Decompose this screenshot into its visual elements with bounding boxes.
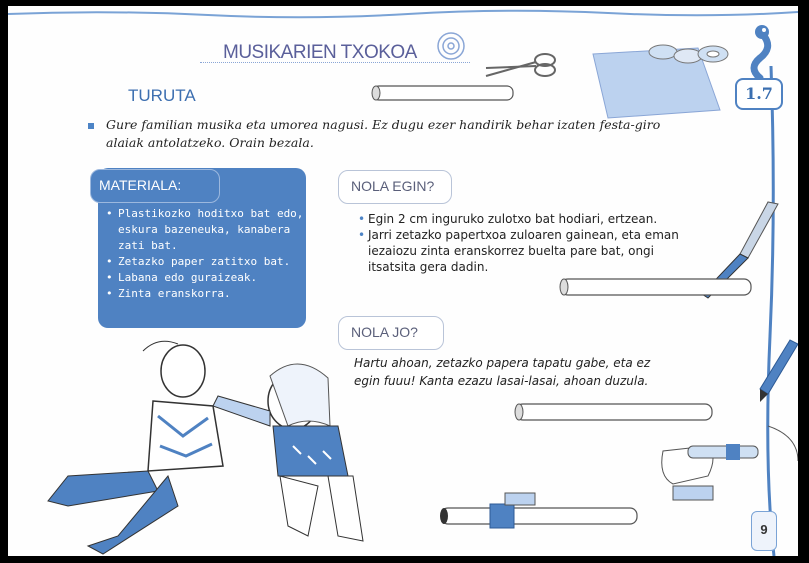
- nola-egin-step: • Egin 2 cm inguruko zulotxo bat hodiari, ertzean.: [358, 211, 688, 227]
- nola-jo-text: Hartu ahoan, zetazko papera tapatu gabe, eta ez egin fuuu! Kanta ezazu lasai-lasai, ahoan duzula.: [354, 356, 651, 388]
- chapter-badge: [735, 78, 783, 110]
- title-underline: [200, 62, 470, 63]
- materials-heading-box: [90, 169, 220, 203]
- pencil-icon: [760, 340, 798, 402]
- nola-egin-heading: NOLA EGIN?: [351, 178, 435, 194]
- hand-kazoo-illustration: [662, 426, 798, 500]
- materials-item: • Zetazko paper zatitxo bat.: [106, 254, 306, 270]
- page-number-box: [751, 511, 777, 551]
- materials-item: • Plastikozko hoditxo bat edo, eskura bazeneuka, kanabera zati bat.: [106, 206, 306, 254]
- scissors-icon: [486, 54, 555, 76]
- nola-egin-step: • Jarri zetazko papertxoa zuloaren gainean, eta eman iezaiozu zinta eranskorrez buelta pare bat, ongi itsatsita gera dadin.: [358, 227, 688, 275]
- section-subtitle: TURUTA: [128, 86, 196, 105]
- workbook-page: [8, 6, 798, 556]
- intro-bullet-icon: [88, 123, 94, 129]
- tube-illustration: [372, 86, 513, 100]
- page-number: 9: [760, 522, 768, 537]
- nola-egin-list: [358, 211, 688, 275]
- spiral-icon: [438, 33, 464, 59]
- snake-mascot-icon: [754, 25, 769, 78]
- materials-item: • Labana edo guraizeak.: [106, 270, 306, 286]
- musicians-illustration: [48, 341, 363, 554]
- nola-jo-heading-box: [338, 316, 444, 350]
- materials-item: • Zinta eranskorra.: [106, 286, 306, 302]
- tube-with-hole: [561, 279, 751, 295]
- intro-text: Gure familian musika eta umorea nagusi. Ez dugu ezer handirik behar izaten festa-giro alaiak antolatzeko. Orain bezala.: [106, 117, 661, 150]
- page-title: MUSIKARIEN TXOKOA: [223, 42, 417, 63]
- materials-list: [106, 206, 306, 302]
- materials-heading: MATERIALA:: [99, 177, 182, 193]
- taped-tube-illustration: [440, 493, 637, 528]
- nola-egin-heading-box: [338, 170, 452, 204]
- tube-paper-illustration: [515, 404, 712, 420]
- nola-jo-heading: NOLA JO?: [351, 324, 418, 340]
- chapter-number: 1.7: [745, 84, 773, 103]
